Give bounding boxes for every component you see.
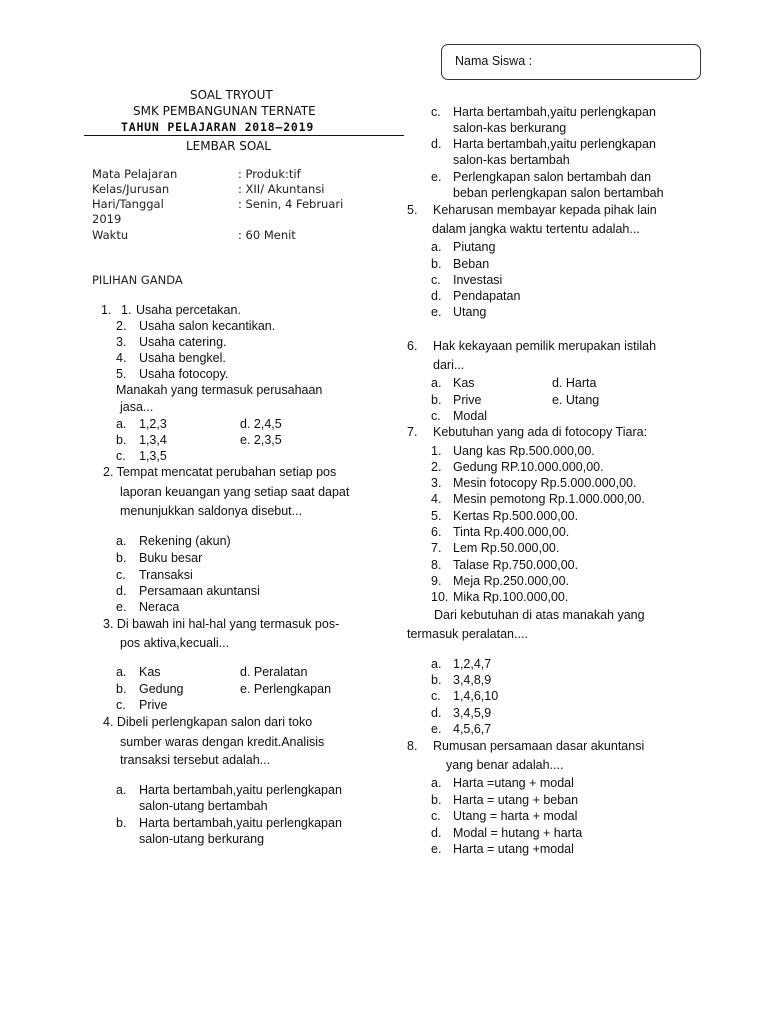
option-text: e. Utang: [552, 393, 600, 407]
option-text: 1,2,3: [139, 417, 167, 431]
question-stem: Hak kekayaan pemilik merupakan istilah: [433, 339, 657, 353]
option-letter: e.: [116, 600, 127, 614]
option-letter: d.: [431, 706, 442, 720]
option-text: Persamaan akuntansi: [139, 584, 260, 598]
option-text: e. 2,3,5: [240, 433, 282, 447]
option-text: Investasi: [453, 273, 503, 287]
option-letter: b.: [116, 682, 127, 696]
option-letter: a.: [431, 657, 442, 671]
question-number: 1.: [101, 303, 112, 317]
list-number: 4.: [431, 492, 442, 506]
question-number: 5.: [407, 203, 418, 217]
question-stem: dalam jangka waktu tertentu adalah...: [432, 222, 640, 236]
info-label: Waktu: [92, 228, 129, 242]
list-number: 6.: [431, 525, 442, 539]
question-stem: Manakah yang termasuk perusahaan: [116, 383, 323, 397]
option-text: Beban: [453, 257, 490, 271]
question-stem: jasa...: [120, 400, 154, 414]
option-text: Harta bertambah,yaitu perlengkapan: [139, 783, 342, 797]
option-text: Perlengkapan salon bertambah dan: [453, 170, 652, 184]
info-value: : Produk:tif: [238, 167, 301, 181]
option-text: Harta =utang + modal: [453, 776, 574, 790]
option-letter: d.: [431, 826, 442, 840]
list-number: 1.: [431, 444, 442, 458]
option-text: 1,3,4: [139, 433, 167, 447]
question-stem: termasuk peralatan....: [407, 627, 528, 641]
option-text: Utang = harta + modal: [453, 809, 578, 823]
student-name-box[interactable]: [441, 44, 701, 80]
list-item: Gedung RP.10.000.000,00.: [453, 460, 604, 474]
question-stem: Keharusan membayar kepada pihak lain: [433, 203, 657, 217]
option-text: 3,4,5,9: [453, 706, 492, 720]
option-letter: a.: [431, 376, 442, 390]
option-letter: e.: [431, 170, 442, 184]
option-text: d. Peralatan: [240, 665, 308, 679]
option-text: salon-kas bertambah: [453, 153, 570, 167]
list-number: 2.: [116, 319, 127, 333]
option-letter: e.: [431, 722, 442, 736]
option-letter: b.: [431, 393, 442, 407]
list-number: 10.: [431, 590, 449, 604]
option-letter: c.: [431, 105, 441, 119]
option-letter: d.: [431, 137, 442, 151]
option-text: salon-utang berkurang: [139, 832, 265, 846]
option-letter: c.: [431, 689, 441, 703]
list-number: 3.: [431, 476, 442, 490]
option-letter: b.: [116, 816, 127, 830]
info-label: Mata Pelajaran: [92, 167, 178, 181]
option-text: Modal = hutang + harta: [453, 826, 583, 840]
option-letter: a.: [431, 776, 442, 790]
header-title: SOAL TRYOUT: [190, 88, 273, 102]
list-item: Tinta Rp.400.000,00.: [453, 525, 570, 539]
list-item: Usaha percetakan.: [136, 303, 241, 317]
option-text: Rekening (akun): [139, 534, 231, 548]
header-divider: [84, 135, 404, 136]
option-text: e. Perlengkapan: [240, 682, 332, 696]
info-value: : XII/ Akuntansi: [238, 182, 325, 196]
option-text: Kas: [453, 376, 475, 390]
list-number: 3.: [116, 335, 127, 349]
list-item: Meja Rp.250.000,00.: [453, 574, 570, 588]
question-stem: transaksi tersebut adalah...: [120, 753, 271, 767]
list-item: Kertas Rp.500.000,00.: [453, 509, 579, 523]
list-item: Mika Rp.100.000,00.: [453, 590, 569, 604]
option-text: Utang: [453, 305, 487, 319]
option-letter: b.: [431, 793, 442, 807]
option-text: Harta bertambah,yaitu perlengkapan: [453, 137, 656, 151]
option-text: Kas: [139, 665, 161, 679]
option-letter: b.: [116, 551, 127, 565]
section-title: PILIHAN GANDA: [92, 273, 183, 287]
info-label: Kelas/Jurusan: [92, 182, 170, 196]
list-item: Usaha bengkel.: [139, 351, 226, 365]
question-stem: 4. Dibeli perlengkapan salon dari toko: [103, 715, 313, 729]
option-letter: e.: [431, 842, 442, 856]
option-letter: c.: [116, 698, 126, 712]
option-letter: c.: [116, 449, 126, 463]
option-text: beban perlengkapan salon bertambah: [453, 186, 664, 200]
option-letter: d.: [431, 289, 442, 303]
list-item: Usaha salon kecantikan.: [139, 319, 276, 333]
list-number: 2.: [431, 460, 442, 474]
question-stem: pos aktiva,kecuali...: [120, 636, 230, 650]
option-letter: a.: [116, 534, 127, 548]
list-item: Uang kas Rp.500.000,00.: [453, 444, 595, 458]
list-number: 1.: [121, 303, 132, 317]
list-number: 5.: [431, 509, 442, 523]
option-text: 3,4,8,9: [453, 673, 492, 687]
info-year-wrap: 2019: [92, 212, 122, 226]
option-text: Harta bertambah,yaitu perlengkapan: [453, 105, 656, 119]
list-item: Talase Rp.750.000,00.: [453, 558, 579, 572]
question-stem: dari...: [433, 358, 465, 372]
option-text: Pendapatan: [453, 289, 521, 303]
header-year: TAHUN PELAJARAN 2018–2019: [121, 120, 315, 134]
option-text: Buku besar: [139, 551, 203, 565]
option-text: Modal: [453, 409, 488, 423]
option-text: Gedung: [139, 682, 184, 696]
option-text: d. 2,4,5: [240, 417, 282, 431]
option-letter: c.: [431, 273, 441, 287]
list-item: Usaha catering.: [139, 335, 227, 349]
option-text: Harta = utang +modal: [453, 842, 574, 856]
option-text: d. Harta: [552, 376, 597, 390]
option-text: 1,4,6,10: [453, 689, 499, 703]
student-name-label: Nama Siswa :: [455, 54, 533, 68]
list-number: 5.: [116, 367, 127, 381]
option-text: 4,5,6,7: [453, 722, 492, 736]
option-text: Prive: [139, 698, 168, 712]
list-item: Mesin pemotong Rp.1.000.000,00.: [453, 492, 645, 506]
list-item: Usaha fotocopy.: [139, 367, 229, 381]
question-stem: sumber waras dengan kredit.Analisis: [120, 735, 325, 749]
option-text: 1,3,5: [139, 449, 167, 463]
header-sheet: LEMBAR SOAL: [186, 139, 271, 153]
list-number: 9.: [431, 574, 442, 588]
info-value: : Senin, 4 Februari: [238, 197, 344, 211]
question-stem: 2. Tempat mencatat perubahan setiap pos: [103, 465, 337, 479]
option-text: salon-kas berkurang: [453, 121, 567, 135]
list-number: 8.: [431, 558, 442, 572]
question-stem: Kebutuhan yang ada di fotocopy Tiara:: [433, 425, 648, 439]
option-letter: b.: [431, 257, 442, 271]
option-letter: e.: [431, 305, 442, 319]
option-text: Prive: [453, 393, 482, 407]
option-text: Transaksi: [139, 568, 193, 582]
list-item: Lem Rp.50.000,00.: [453, 541, 560, 555]
question-stem: Rumusan persamaan dasar akuntansi: [433, 739, 645, 753]
question-stem: 3. Di bawah ini hal-hal yang termasuk pos-: [103, 617, 340, 631]
question-number: 8.: [407, 739, 418, 753]
option-text: Harta = utang + beban: [453, 793, 579, 807]
list-number: 7.: [431, 541, 442, 555]
option-letter: a.: [116, 783, 127, 797]
question-stem: Dari kebutuhan di atas manakah yang: [434, 608, 645, 622]
option-letter: b.: [431, 673, 442, 687]
option-letter: c.: [431, 809, 441, 823]
question-number: 6.: [407, 339, 418, 353]
header-school: SMK PEMBANGUNAN TERNATE: [133, 104, 316, 118]
option-letter: a.: [431, 240, 442, 254]
info-label: Hari/Tanggal: [92, 197, 164, 211]
question-stem: menunjukkan saldonya disebut...: [120, 504, 303, 518]
option-text: Harta bertambah,yaitu perlengkapan: [139, 816, 342, 830]
option-letter: d.: [116, 584, 127, 598]
question-stem: yang benar adalah....: [446, 758, 564, 772]
option-text: salon-utang bertambah: [139, 799, 268, 813]
question-stem: laporan keuangan yang setiap saat dapat: [120, 485, 350, 499]
info-value: : 60 Menit: [238, 228, 296, 242]
option-text: Neraca: [139, 600, 180, 614]
list-item: Mesin fotocopy Rp.5.000.000,00.: [453, 476, 637, 490]
option-letter: c.: [116, 568, 126, 582]
option-letter: c.: [431, 409, 441, 423]
question-number: 7.: [407, 425, 418, 439]
option-text: 1,2,4,7: [453, 657, 492, 671]
option-letter: a.: [116, 417, 127, 431]
list-number: 4.: [116, 351, 127, 365]
option-text: Piutang: [453, 240, 496, 254]
option-letter: b.: [116, 433, 127, 447]
option-letter: a.: [116, 665, 127, 679]
